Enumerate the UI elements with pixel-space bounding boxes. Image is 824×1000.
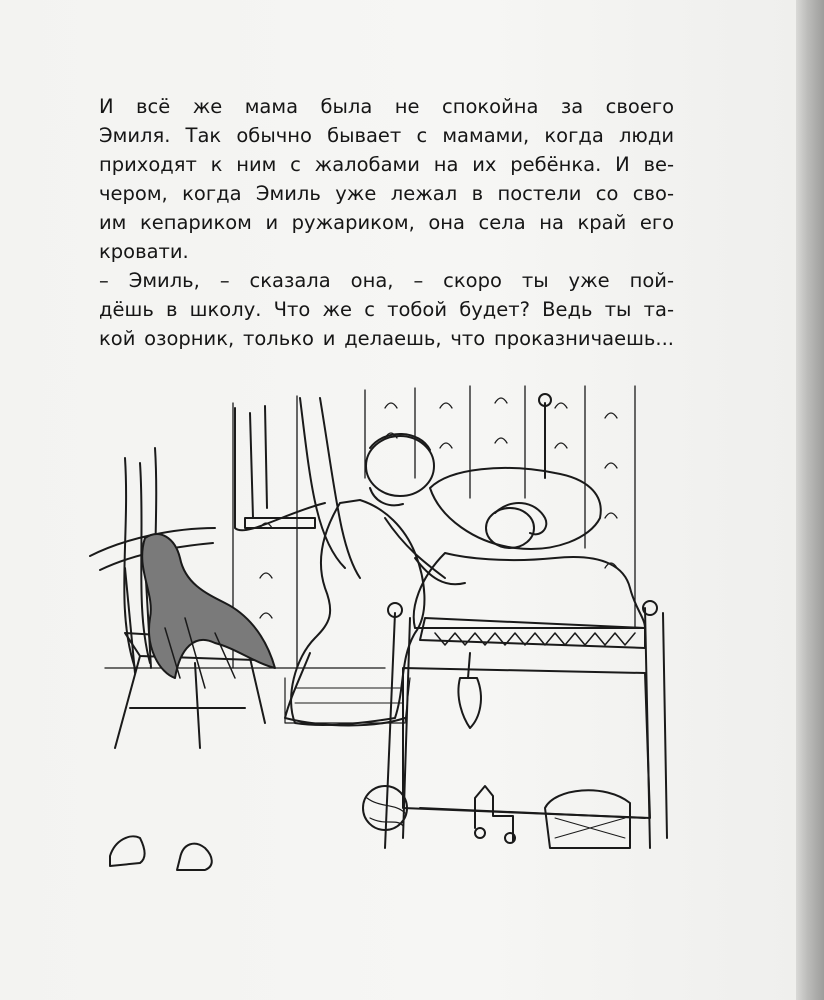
text-line: – Эмиль, – сказала она, – скоро ты уже пой- [99, 269, 674, 292]
shoes [110, 836, 212, 870]
text-line: кой озорник, только и делаешь, что проказничаешь... [99, 327, 674, 350]
body-text [99, 92, 674, 353]
mother-figure [285, 434, 465, 726]
text-line: приходят к ним с жалобами на их ребёнка. И ве- [99, 153, 674, 176]
chair-with-clothes [90, 528, 275, 748]
text-line: И всё же мама была не спокойна за своего [99, 95, 674, 118]
bed [363, 394, 667, 848]
text-line: дёшь в школу. Что же с тобой будет? Ведь ты та- [99, 298, 674, 321]
text-line: им кепариком и ружариком, она села на край его [99, 211, 674, 234]
bedside-illustration [85, 378, 685, 878]
book-gutter [796, 0, 824, 1000]
text-line: Эмиля. Так обычно бывает с мамами, когда люди [99, 124, 674, 147]
text-line: кровати. [99, 240, 189, 263]
paragraph-2 [99, 266, 674, 353]
paragraph-1 [99, 92, 674, 266]
text-line: чером, когда Эмиль уже лежал в постели со сво- [99, 182, 674, 205]
